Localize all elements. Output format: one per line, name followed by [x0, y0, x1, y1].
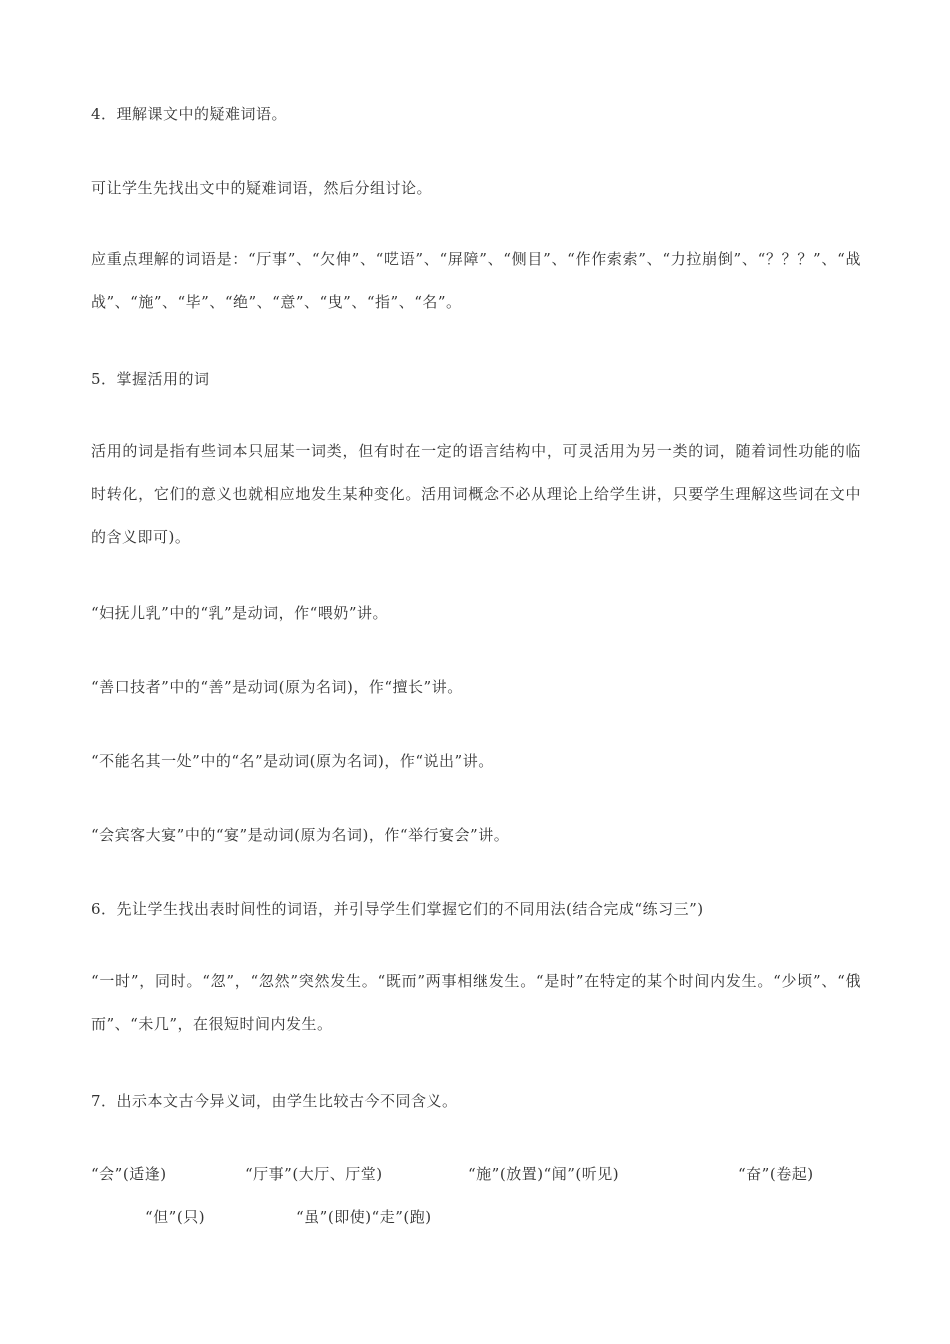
example-ming: “不能名其一处”中的“名”是动词(原为名词)，作“说出”讲。	[91, 752, 494, 770]
term-tingshi: “厅事”(大厅、厅堂)	[245, 1165, 383, 1183]
example-ru: “妇抚儿乳”中的“乳”是动词，作“喂奶”讲。	[91, 604, 389, 622]
example-yan: “会宾客大宴”中的“宴”是动词(原为名词)，作“举行宴会”讲。	[91, 826, 510, 844]
term-sui-zou: “虽”(即使)“走”(跑)	[296, 1208, 432, 1226]
paragraph-key-words: 应重点理解的词语是：“厅事”、“欠伸”、“呓语”、“屏障”、“侧目”、“作作索索”、“力拉崩倒”、“？？？”、“战战”、“施”、“毕”、“绝”、“意”、“曳”、“指”、“名”。	[91, 250, 861, 311]
paragraph-flexible-words: 活用的词是指有些词本只屈某一词类，但有时在一定的语言结构中，可灵活用为另一类的词，随着词性功能的临时转化，它们的意义也就相应地发生某种变化。活用词概念不必从理论上给学生讲，只要学生理解这些词在文中的含义即可)。	[91, 442, 861, 546]
term-fen: “奋”(卷起)	[738, 1165, 814, 1183]
term-hui: “会”(适逢)	[91, 1165, 167, 1183]
term-shi-wen: “施”(放置)“闻”(听见)	[468, 1165, 620, 1183]
paragraph-discuss: 可让学生先找出文中的疑难词语，然后分组讨论。	[91, 179, 433, 197]
heading-item-5: 5．掌握活用的词	[91, 370, 210, 388]
heading-item-7: 7．出示本文古今异义词，由学生比较古今不同含义。	[91, 1092, 458, 1110]
example-shan: “善口技者”中的“善”是动词(原为名词)，作“擅长”讲。	[91, 678, 463, 696]
heading-item-6: 6．先让学生找出表时间性的词语，并引导学生们掌握它们的不同用法(结合完成“练习三”)	[91, 900, 704, 918]
term-dan: “但”(只)	[145, 1208, 206, 1226]
paragraph-time-words: “一时”，同时。“忽”，“忽然”突然发生。“既而”两事相继发生。“是时”在特定的某个时间内发生。“少顷”、“俄而”、“未几”，在很短时间内发生。	[91, 972, 861, 1033]
heading-item-4: 4．理解课文中的疑难词语。	[91, 105, 288, 123]
